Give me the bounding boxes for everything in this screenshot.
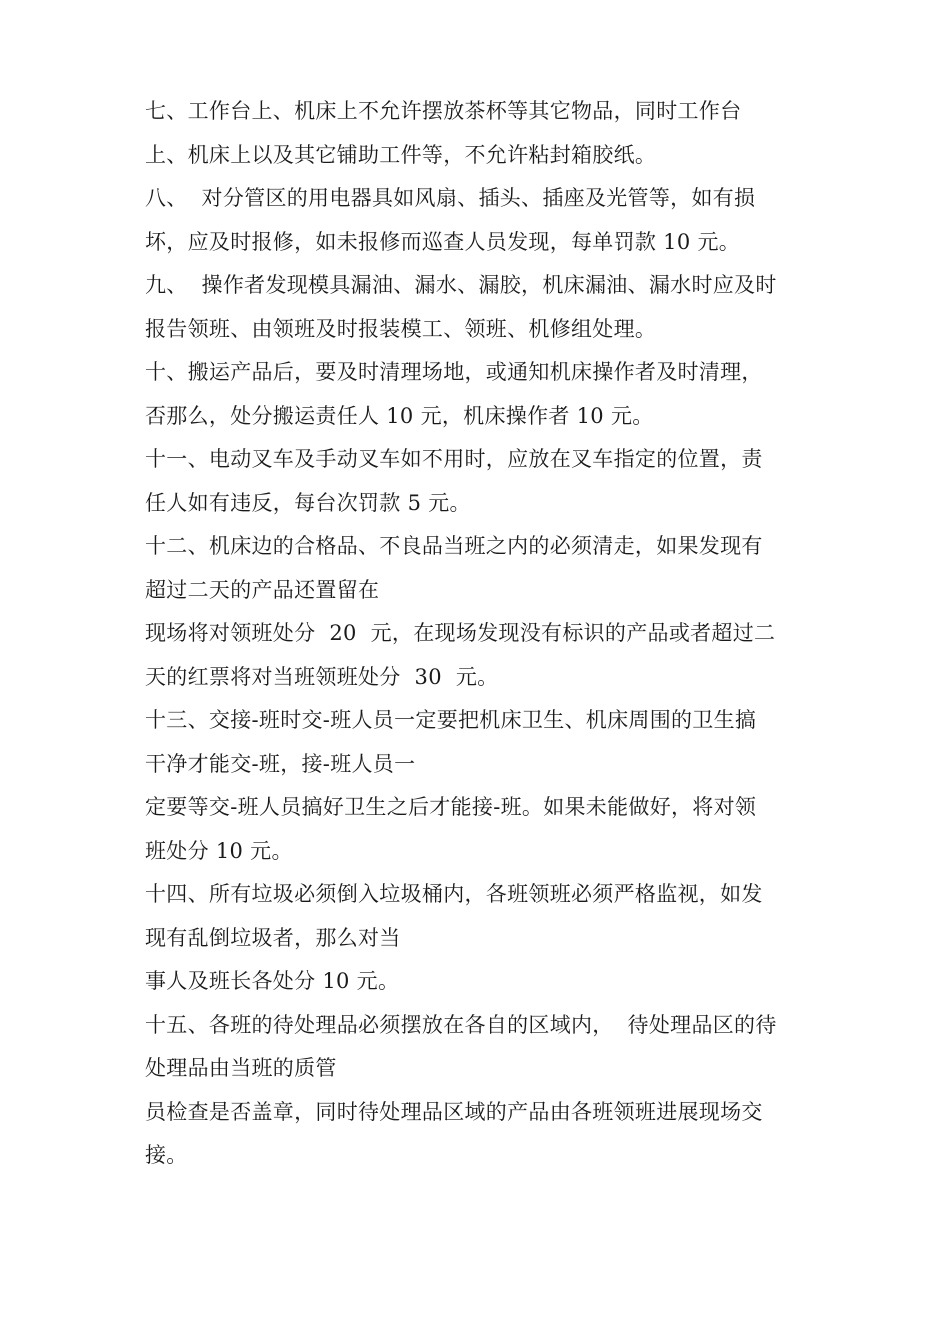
text-line: 十三、交接-班时交-班人员一定要把机床卫生、机床周围的卫生搞	[145, 708, 757, 732]
text-line: 否那么，处分搬运责任人 10 元，机床操作者 10 元。	[145, 403, 654, 428]
text-line: 超过二天的产品还置留在	[145, 577, 380, 602]
text-line: 现场将对领班处分 20 元，在现场发现没有标识的产品或者超过二	[145, 621, 776, 645]
text-line: 十二、机床边的合格品、不良品当班之内的必须清走，如果发现有	[145, 534, 763, 558]
text-line: 十、搬运产品后，要及时清理场地，或通知机床操作者及时清理，	[145, 360, 763, 384]
text-line: 接。	[145, 1143, 188, 1167]
text-line: 事人及班长各处分 10 元。	[145, 969, 400, 993]
text-line: 现有乱倒垃圾者，那么对当	[145, 925, 401, 950]
text-line: 九、 操作者发现模具漏油、漏水、漏胶，机床漏油、漏水时应及时	[145, 273, 777, 297]
text-line: 班处分 10 元。	[145, 838, 293, 863]
text-line: 员检查是否盖章，同时待处理品区域的产品由各班领班进展现场交	[145, 1099, 763, 1124]
text-line: 任人如有违反，每台次罚款 5 元。	[145, 490, 471, 515]
text-line: 天的红票将对当班领班处分 30 元。	[145, 664, 499, 689]
text-line: 定要等交-班人员搞好卫生之后才能接-班。如果未能做好，将对领	[145, 795, 757, 819]
text-line: 处理品由当班的质管	[145, 1056, 337, 1080]
document-body	[145, 90, 815, 1178]
text-line: 七、工作台上、机床上不允许摆放茶杯等其它物品，同时工作台	[145, 99, 742, 123]
text-line: 干净才能交-班，接-班人员一	[145, 751, 416, 776]
text-line: 坏，应及时报修，如未报修而巡查人员发现，每单罚款 10 元。	[145, 229, 741, 254]
text-line: 十四、所有垃圾必须倒入垃圾桶内，各班领班必须严格监视，如发	[145, 882, 763, 906]
text-line: 八、 对分管区的用电器具如风扇、插头、插座及光管等，如有损	[145, 186, 756, 210]
text-line: 上、机床上以及其它铺助工件等，不允许粘封箱胶纸。	[145, 142, 657, 167]
text-line: 十一、电动叉车及手动叉车如不用时，应放在叉车指定的位置，责	[145, 447, 763, 471]
text-line: 十五、各班的待处理品必须摆放在各自的区域内， 待处理品区的待	[145, 1012, 777, 1037]
text-line: 报告领班、由领班及时报装模工、领班、机修组处理。	[145, 316, 657, 341]
